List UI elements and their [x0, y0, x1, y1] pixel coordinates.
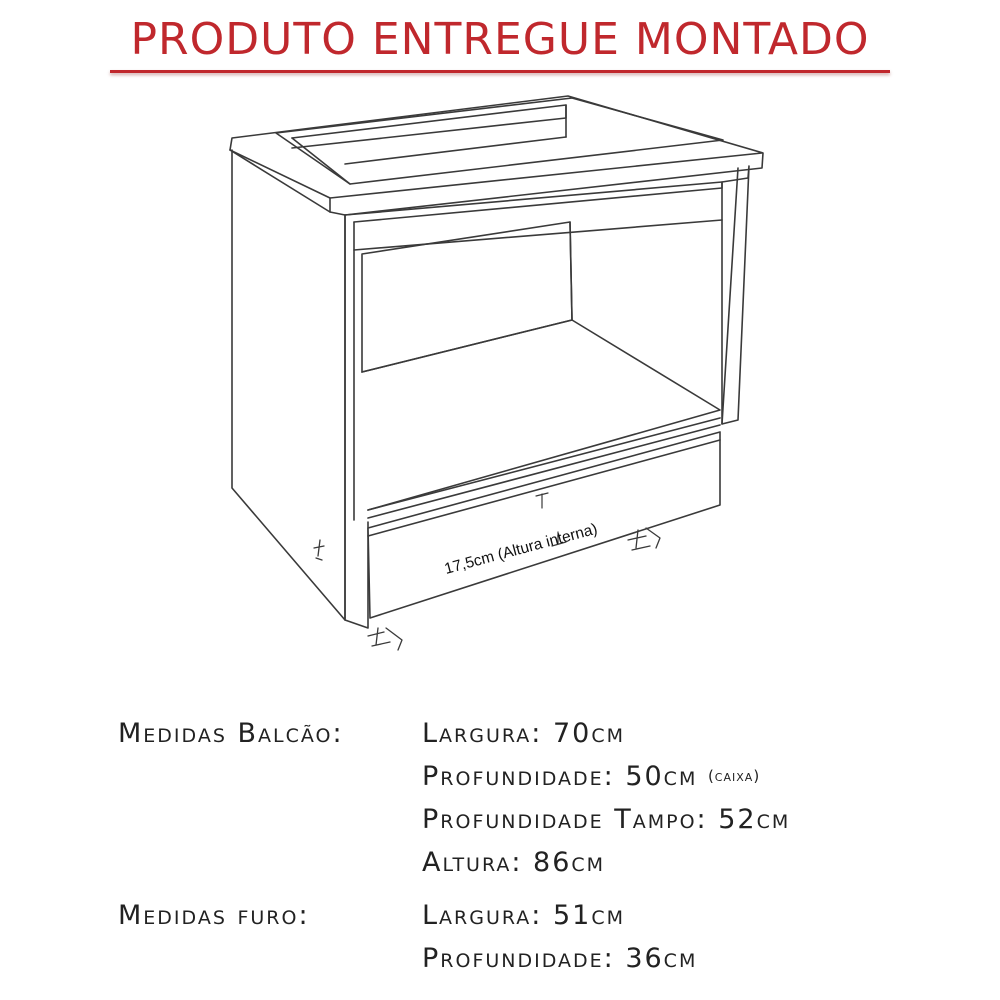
spec-values-furo: [422, 894, 978, 980]
spec-profundidade: Profundidade: 50cm: [422, 761, 698, 792]
spec-profundidade-tampo: Profundidade Tampo: 52cm: [422, 804, 791, 835]
spec-furo-profundidade: Profundidade: 36cm: [422, 943, 698, 974]
spec-label-furo: Medidas furo:: [118, 900, 310, 931]
specs-section: [118, 712, 978, 990]
front-top-rail: [345, 182, 722, 222]
spec-altura: Altura: 86cm: [422, 847, 606, 878]
left-side-panel: [232, 150, 345, 620]
spec-profundidade-row: [422, 755, 978, 798]
spec-largura: Largura: 70cm: [422, 718, 625, 749]
spec-furo-largura: Largura: 51cm: [422, 900, 625, 931]
spec-profundidade-note: (caixa): [707, 767, 761, 785]
left-stile: [345, 215, 368, 628]
oven-cavity-back: [362, 222, 572, 372]
spec-group-balcao: [118, 712, 978, 884]
page-title: PRODUTO ENTREGUE MONTADO: [130, 14, 870, 65]
internal-height-annotation: 17,5cm (Altura interna): [442, 520, 600, 578]
worktop-opening: [276, 98, 723, 184]
spec-group-furo: [118, 894, 978, 980]
spec-values-balcao: [422, 712, 978, 884]
spec-label-balcao: Medidas Balcão:: [118, 718, 344, 749]
